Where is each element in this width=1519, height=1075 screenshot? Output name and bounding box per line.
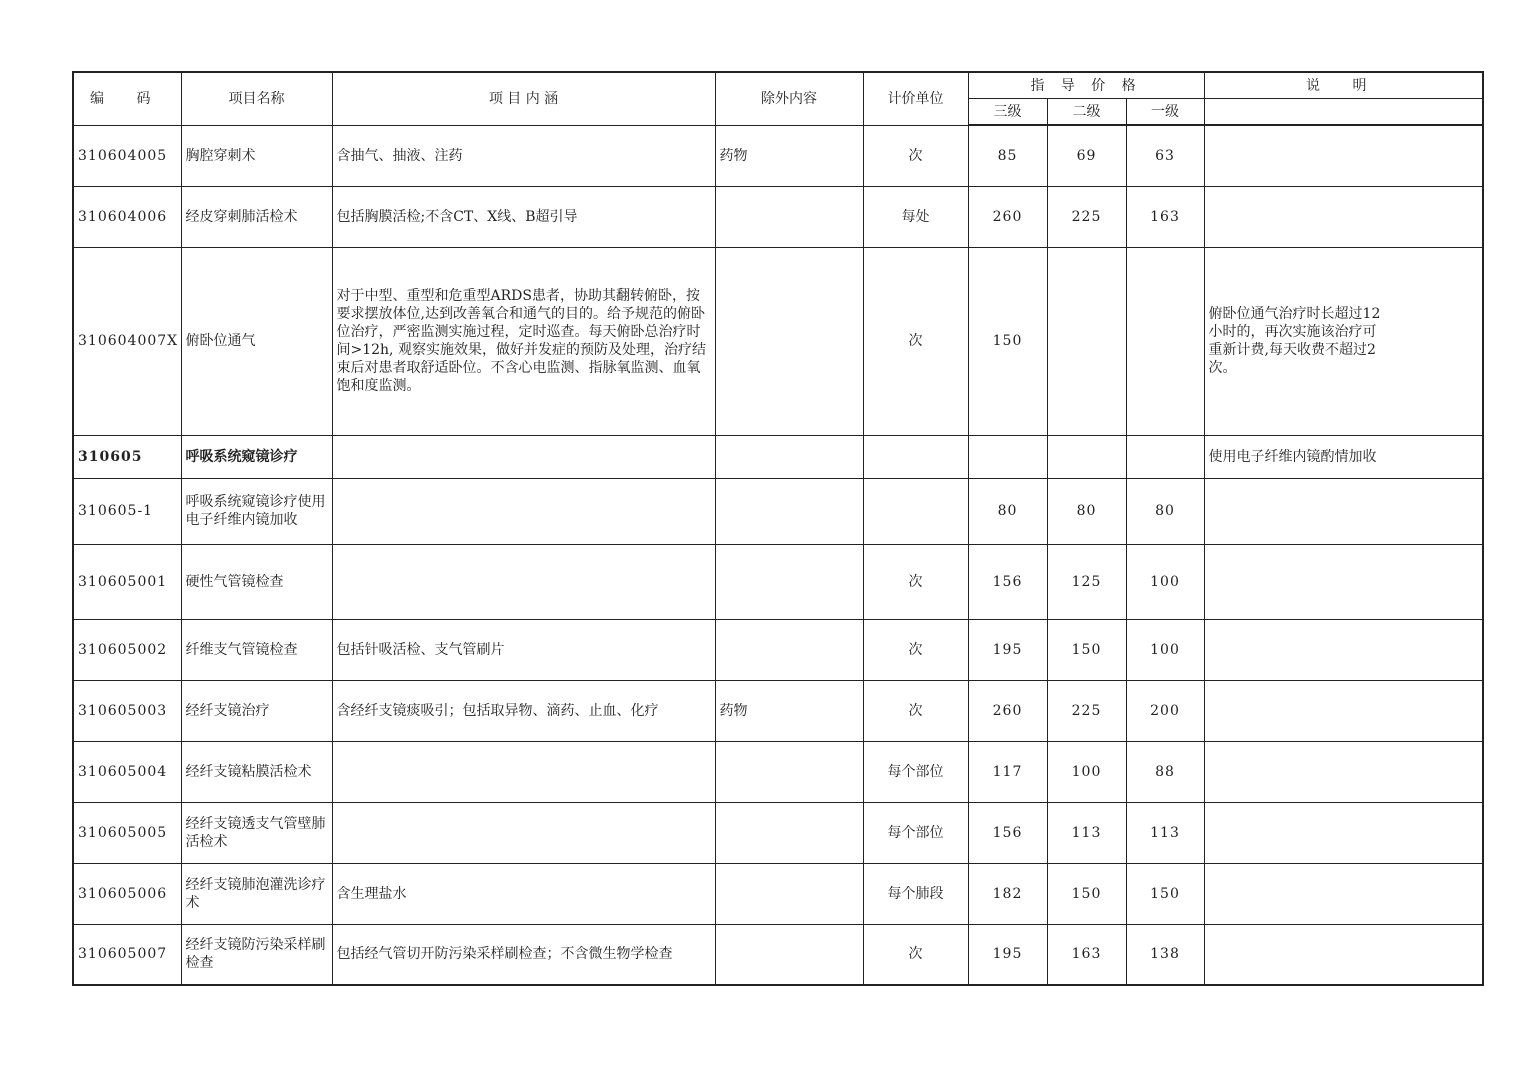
row-code: 310604007X [73,247,181,435]
row-content: 包括经气管切开防污染采样刷检查；不含微生物学检查 [332,924,715,985]
row-note [1204,478,1483,544]
row-content: 包括胸膜活检;不含CT、X线、B超引导 [332,186,715,247]
row-name: 呼吸系统窥镜诊疗 [181,435,332,478]
row-unit: 次 [863,125,968,186]
row-name: 经纤支镜肺泡灌洗诊疗术 [181,863,332,924]
row-unit: 每个肺段 [863,863,968,924]
row-exclusion [715,186,863,247]
row-code: 310604006 [73,186,181,247]
table-row [73,478,1483,544]
row-unit [863,478,968,544]
row-price-level1: 200 [1126,680,1204,741]
row-unit: 次 [863,247,968,435]
row-price-level3: 195 [968,619,1047,680]
row-price-level1: 138 [1126,924,1204,985]
row-note [1204,863,1483,924]
row-price-level3: 85 [968,125,1047,186]
header-price-group: 指 导 价 格 [968,72,1204,99]
header-level3: 三级 [968,99,1047,126]
row-exclusion [715,619,863,680]
row-price-level1: 100 [1126,619,1204,680]
row-code: 310605007 [73,924,181,985]
row-unit: 次 [863,680,968,741]
header-note: 说 明 [1204,72,1483,99]
row-code: 310604005 [73,125,181,186]
row-price-level1: 63 [1126,125,1204,186]
row-note [1204,924,1483,985]
row-price-level2: 125 [1047,544,1126,619]
row-unit: 每处 [863,186,968,247]
header-exclusion: 除外内容 [715,72,863,125]
price-table [72,71,1484,986]
header-name: 项目名称 [181,72,332,125]
row-price-level1: 150 [1126,863,1204,924]
row-note [1204,544,1483,619]
row-unit: 每个部位 [863,802,968,863]
row-code: 310605003 [73,680,181,741]
row-code: 310605001 [73,544,181,619]
row-content: 对于中型、重型和危重型ARDS患者，协助其翻转俯卧，按要求摆放体位,达到改善氧合和通气的目的。给予规范的俯卧位治疗，严密监测实施过程，定时巡查。每天俯卧总治疗时间>12h, 观察实施效果，做好并发症的预防及处理，治疗结束后对患者取舒适卧位。不含心电监测、指脉氧监测、血氧饱和度监测。 [332,247,715,435]
row-price-level1 [1126,247,1204,435]
row-name: 经纤支镜治疗 [181,680,332,741]
row-content [332,544,715,619]
header-code: 编 码 [73,72,181,125]
row-note: 使用电子纤维内镜酌情加收 [1204,435,1483,478]
row-price-level2: 150 [1047,619,1126,680]
row-price-level3: 195 [968,924,1047,985]
row-price-level3: 260 [968,680,1047,741]
row-exclusion [715,247,863,435]
row-code: 310605006 [73,863,181,924]
row-note [1204,741,1483,802]
table-row [73,247,1483,435]
row-exclusion [715,863,863,924]
row-code: 310605002 [73,619,181,680]
row-exclusion [715,924,863,985]
header-unit: 计价单位 [863,72,968,125]
row-price-level1 [1126,435,1204,478]
row-exclusion: 药物 [715,680,863,741]
table-row [73,544,1483,619]
row-note [1204,619,1483,680]
row-exclusion [715,478,863,544]
row-price-level1: 100 [1126,544,1204,619]
row-price-level2: 80 [1047,478,1126,544]
row-price-level1: 163 [1126,186,1204,247]
row-content: 含生理盐水 [332,863,715,924]
table-row [73,802,1483,863]
row-name: 胸腔穿刺术 [181,125,332,186]
row-exclusion [715,435,863,478]
row-note: 俯卧位通气治疗时长超过12小时的，再次实施该治疗可重新计费,每天收费不超过2次。 [1204,247,1483,435]
row-content: 含经纤支镜痰吸引；包括取异物、滴药、止血、化疗 [332,680,715,741]
row-unit: 每个部位 [863,741,968,802]
row-code: 310605004 [73,741,181,802]
row-price-level2: 150 [1047,863,1126,924]
row-exclusion: 药物 [715,125,863,186]
table-row [73,186,1483,247]
row-unit: 次 [863,924,968,985]
row-name: 经皮穿刺肺活检术 [181,186,332,247]
row-price-level1: 88 [1126,741,1204,802]
row-price-level3 [968,435,1047,478]
row-exclusion [715,741,863,802]
row-content: 含抽气、抽液、注药 [332,125,715,186]
row-exclusion [715,544,863,619]
row-content [332,478,715,544]
header-content: 项 目 内 涵 [332,72,715,125]
row-price-level3: 156 [968,802,1047,863]
row-price-level2: 163 [1047,924,1126,985]
row-content [332,435,715,478]
row-price-level3: 156 [968,544,1047,619]
row-note [1204,802,1483,863]
row-price-level3: 260 [968,186,1047,247]
row-price-level3: 150 [968,247,1047,435]
table-row [73,680,1483,741]
table-row [73,125,1483,186]
row-price-level2: 100 [1047,741,1126,802]
row-code: 310605005 [73,802,181,863]
table-row [73,741,1483,802]
row-name: 纤维支气管镜检查 [181,619,332,680]
row-name: 硬性气管镜检查 [181,544,332,619]
table-row [73,924,1483,985]
row-note [1204,186,1483,247]
row-code: 310605 [73,435,181,478]
row-content: 包括针吸活检、支气管刷片 [332,619,715,680]
row-price-level1: 80 [1126,478,1204,544]
row-name: 呼吸系统窥镜诊疗使用电子纤维内镜加收 [181,478,332,544]
row-price-level2 [1047,435,1126,478]
header-level2: 二级 [1047,99,1126,126]
table-row [73,435,1483,478]
row-name: 经纤支镜透支气管壁肺活检术 [181,802,332,863]
row-price-level2: 69 [1047,125,1126,186]
header-note-sub [1204,99,1483,126]
table-row [73,619,1483,680]
row-exclusion [715,802,863,863]
row-price-level1: 113 [1126,802,1204,863]
row-note [1204,680,1483,741]
row-price-level2: 225 [1047,680,1126,741]
row-unit: 次 [863,544,968,619]
row-content [332,802,715,863]
row-content [332,741,715,802]
table-row [73,863,1483,924]
row-price-level3: 117 [968,741,1047,802]
row-name: 俯卧位通气 [181,247,332,435]
row-price-level2: 225 [1047,186,1126,247]
row-price-level2 [1047,247,1126,435]
row-price-level2: 113 [1047,802,1126,863]
row-note [1204,125,1483,186]
row-code: 310605-1 [73,478,181,544]
header-level1: 一级 [1126,99,1204,126]
row-name: 经纤支镜粘膜活检术 [181,741,332,802]
row-unit [863,435,968,478]
row-price-level3: 80 [968,478,1047,544]
row-unit: 次 [863,619,968,680]
row-name: 经纤支镜防污染采样刷检查 [181,924,332,985]
row-price-level3: 182 [968,863,1047,924]
